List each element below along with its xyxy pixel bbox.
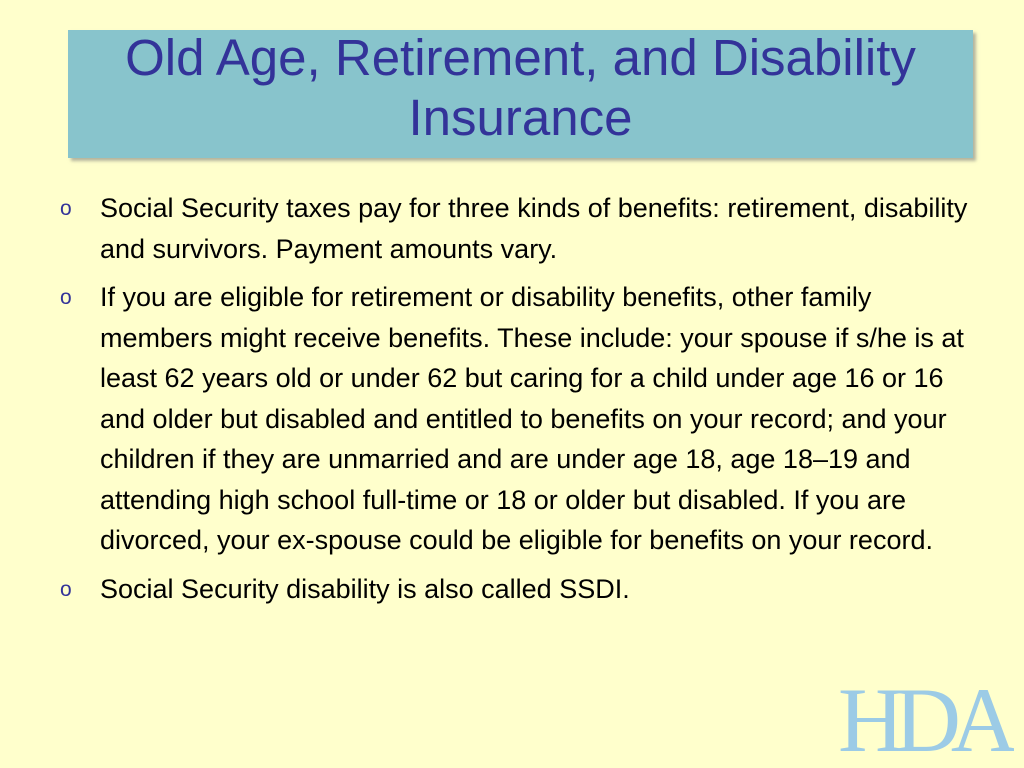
bullet-item bbox=[60, 188, 975, 269]
bullet-marker-icon: o bbox=[60, 286, 72, 309]
bullet-marker-icon: o bbox=[60, 197, 72, 220]
bullet-text: Social Security taxes pay for three kinds of benefits: retirement, disability and survivors. Payment amounts vary. bbox=[100, 193, 968, 264]
bullet-marker-icon: o bbox=[60, 577, 72, 601]
bullet-text: If you are eligible for retirement or disability benefits, other family members might receive benefits. These include: your spouse if s/he is at least 62 years old or under 62 but caring for a child under age 16 or 16 and older but disabled and entitled to benefits on your record; and your children if they are unmarried and are under age 18, age 18–19 and attending high school full-time or 18 or older but disabled. If you are divorced, your ex-spouse could be eligible for benefits on your record. bbox=[100, 282, 964, 555]
bullet-item bbox=[60, 277, 975, 561]
bullet-list bbox=[60, 188, 975, 618]
bullet-item bbox=[60, 569, 975, 610]
bullet-text: Social Security disability is also called SSDI. bbox=[100, 573, 630, 604]
hda-logo: HDA bbox=[838, 680, 1008, 760]
slide-title: Old Age, Retirement, and Disability Insurance bbox=[125, 29, 916, 146]
